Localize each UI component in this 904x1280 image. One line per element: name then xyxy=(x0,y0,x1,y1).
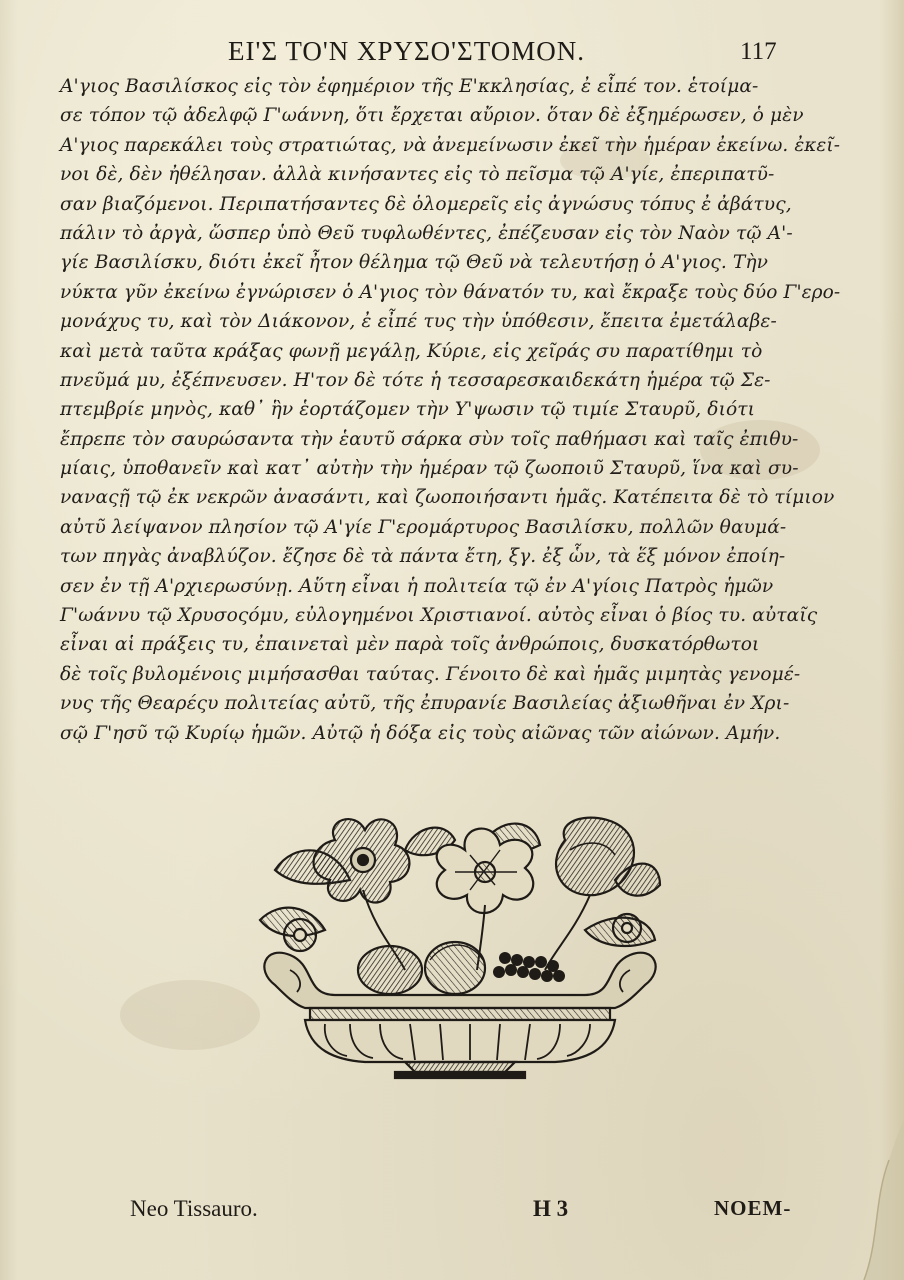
text-line: καὶ μετὰ ταῦτα κράξας φωνῇ μεγάλῃ, Κύριε, εἰς χεῖράς συ παρατίθημι τὸ xyxy=(60,340,763,362)
text-line: νυς τῆς Θεαρέςυ πολιτείας αὐτῦ, τῆς ἐπυρανίε Βασιλείας ἀξιωθῆναι ἐν Χρι- xyxy=(60,693,790,715)
body-text xyxy=(60,72,840,748)
text-line: ἔπρεπε τὸν σαυρώσαντα τὴν ἑαυτῦ σάρκα σὺν τοῖς παθήμασι καὶ ταῖς ἐπιθυ- xyxy=(60,428,799,450)
text-line: μίαις, ὑποθανεῖν καὶ κατ᾽ αὐτὴν τὴν ἡμέραν τῷ ζωοποιῦ Σταυρῦ, ἵνα καὶ συ- xyxy=(60,458,799,480)
text-line: γίε Βασιλίσκυ, διότι ἐκεῖ ἦτον θέλημα τῷ Θεῦ νὰ τελευτήσῃ ὁ Α'γιος. Τὴν xyxy=(60,252,769,274)
text-line: νύκτα γῦν ἐκείνω ἐγνώρισεν ὁ Α'γιος τὸν θάνατόν τυ, καὶ ἔκραξε τοὺς δύο Γ'ερο- xyxy=(60,281,841,303)
running-title: ΕΙ'Σ ΤΟ'Ν ΧΡΥΣΟ'ΣΤΟΜΟΝ. xyxy=(228,36,586,66)
page-number: 117 xyxy=(740,38,777,65)
text-line: αὐτῦ λείψανον πλησίον τῷ Α'γίε Γ'ερομάρτυρος Βασιλίσκυ, πολλῶν θαυμά- xyxy=(60,516,787,538)
paper-stain xyxy=(120,980,260,1050)
text-line: πνεῦμά μυ, ἐξέπνευσεν. Η'τον δὲ τότε ἡ τεσσαρεσκαιδεκάτη ἡμέρα τῷ Σε- xyxy=(60,369,771,391)
text-line: ναναςῇ τῷ ἐκ νεκρῶν ἀνασάντι, καὶ ζωοποιήσαντι ἡμᾶς. Κατέπειτα δὲ τὸ τίμιον xyxy=(60,487,835,509)
text-line: εἶναι αἱ πράξεις τυ, ἐπαινεταὶ μὲν παρὰ τοῖς ἀνθρώποις, δυσκατόρθωτοι xyxy=(60,634,760,656)
text-line: σε τόπον τῷ ἀδελφῷ Γ'ωάννη, ὅτι ἔρχεται αὔριον. ὅταν δὲ ἐξημέρωσεν, ὁ μὲν xyxy=(60,105,804,127)
text-line: Γ'ωάννυ τῷ Χρυσοςόμυ, εὐλογημένοι Χριστιανοί. αὐτὸς εἶναι ὁ βίος τυ. αὐταῖς xyxy=(60,605,818,627)
text-line: νοι δὲ, δὲν ἠθέλησαν. ἀλλὰ κινήσαντες εἰς τὸ πεῖσμα τῷ Α'γίε, ἐπεριπατῦ- xyxy=(60,164,775,186)
text-line: Α'γιος παρεκάλει τοὺς στρατιώτας, νὰ ἀνεμείνωσιν ἐκεῖ τὴν ἡμέραν ἐκείνω. ἐκεῖ- xyxy=(60,134,841,156)
text-line: σαν βιαζόμενοι. Περιπατήσαντες δὲ ὁλομερεῖς εἰς ἀγνώσυς τόπυς ἐ ἀβάτυς, xyxy=(60,193,792,215)
signature-mark: H 3 xyxy=(533,1196,569,1221)
text-line: Α'γιος Βασιλίσκος εἰς τὸν ἐφημέριον τῆς Ε'κκλησίας, ἐ εἶπέ τον. ἑτοίμα- xyxy=(60,76,759,97)
text-line: των πηγὰς ἀναβλύζον. ἔζησε δὲ τὰ πάντα ἔτη, ξγ. ἐξ ὧν, τὰ ἕξ μόνον ἐποίη- xyxy=(60,546,786,568)
page-curl-icon xyxy=(844,1120,904,1280)
text-line: σῷ Γ'ησῦ τῷ Κυρίῳ ἡμῶν. Αὐτῷ ἡ δόξα εἰς τοὺς αἰῶνας τῶν αἰώνων. Αμήν. xyxy=(60,722,781,744)
footer-imprint: Neo Tissauro. xyxy=(130,1196,258,1221)
text-line: σεν ἐν τῇ Α'ρχιερωσύνῃ. Αὕτη εἶναι ἡ πολιτεία τῷ ἐν Α'γίοις Πατρὸς ἡμῶν xyxy=(60,575,774,597)
text-line: πάλιν τὸ ἀργὰ, ὥσπερ ὑπὸ Θεῦ τυφλωθέντες, ἐπέζευσαν εἰς τὸν Ναὸν τῷ Α'- xyxy=(60,222,793,244)
text-line: δὲ τοῖς βυλομένοις μιμήσασθαι ταύτας. Γένοιτο δὲ καὶ ἡμᾶς μιμητὰς γενομέ- xyxy=(60,663,801,685)
page-header xyxy=(0,36,904,76)
text-line: πτεμβρίε μηνὸς, καθ᾽ ἣν ἑορτάζομεν τὴν Υ'ψωσιν τῷ τιμίε Σταυρῦ, διότι xyxy=(60,399,756,421)
page-footer xyxy=(0,1196,904,1232)
catchword: NOEM- xyxy=(714,1196,792,1220)
text-line: μονάχυς τυ, καὶ τὸν Διάκονον, ἐ εἶπέ τυς τὴν ὑπόθεσιν, ἔπειτα ἐμετάλαβε- xyxy=(60,311,777,333)
flower-basket-woodcut-icon xyxy=(255,810,665,1080)
